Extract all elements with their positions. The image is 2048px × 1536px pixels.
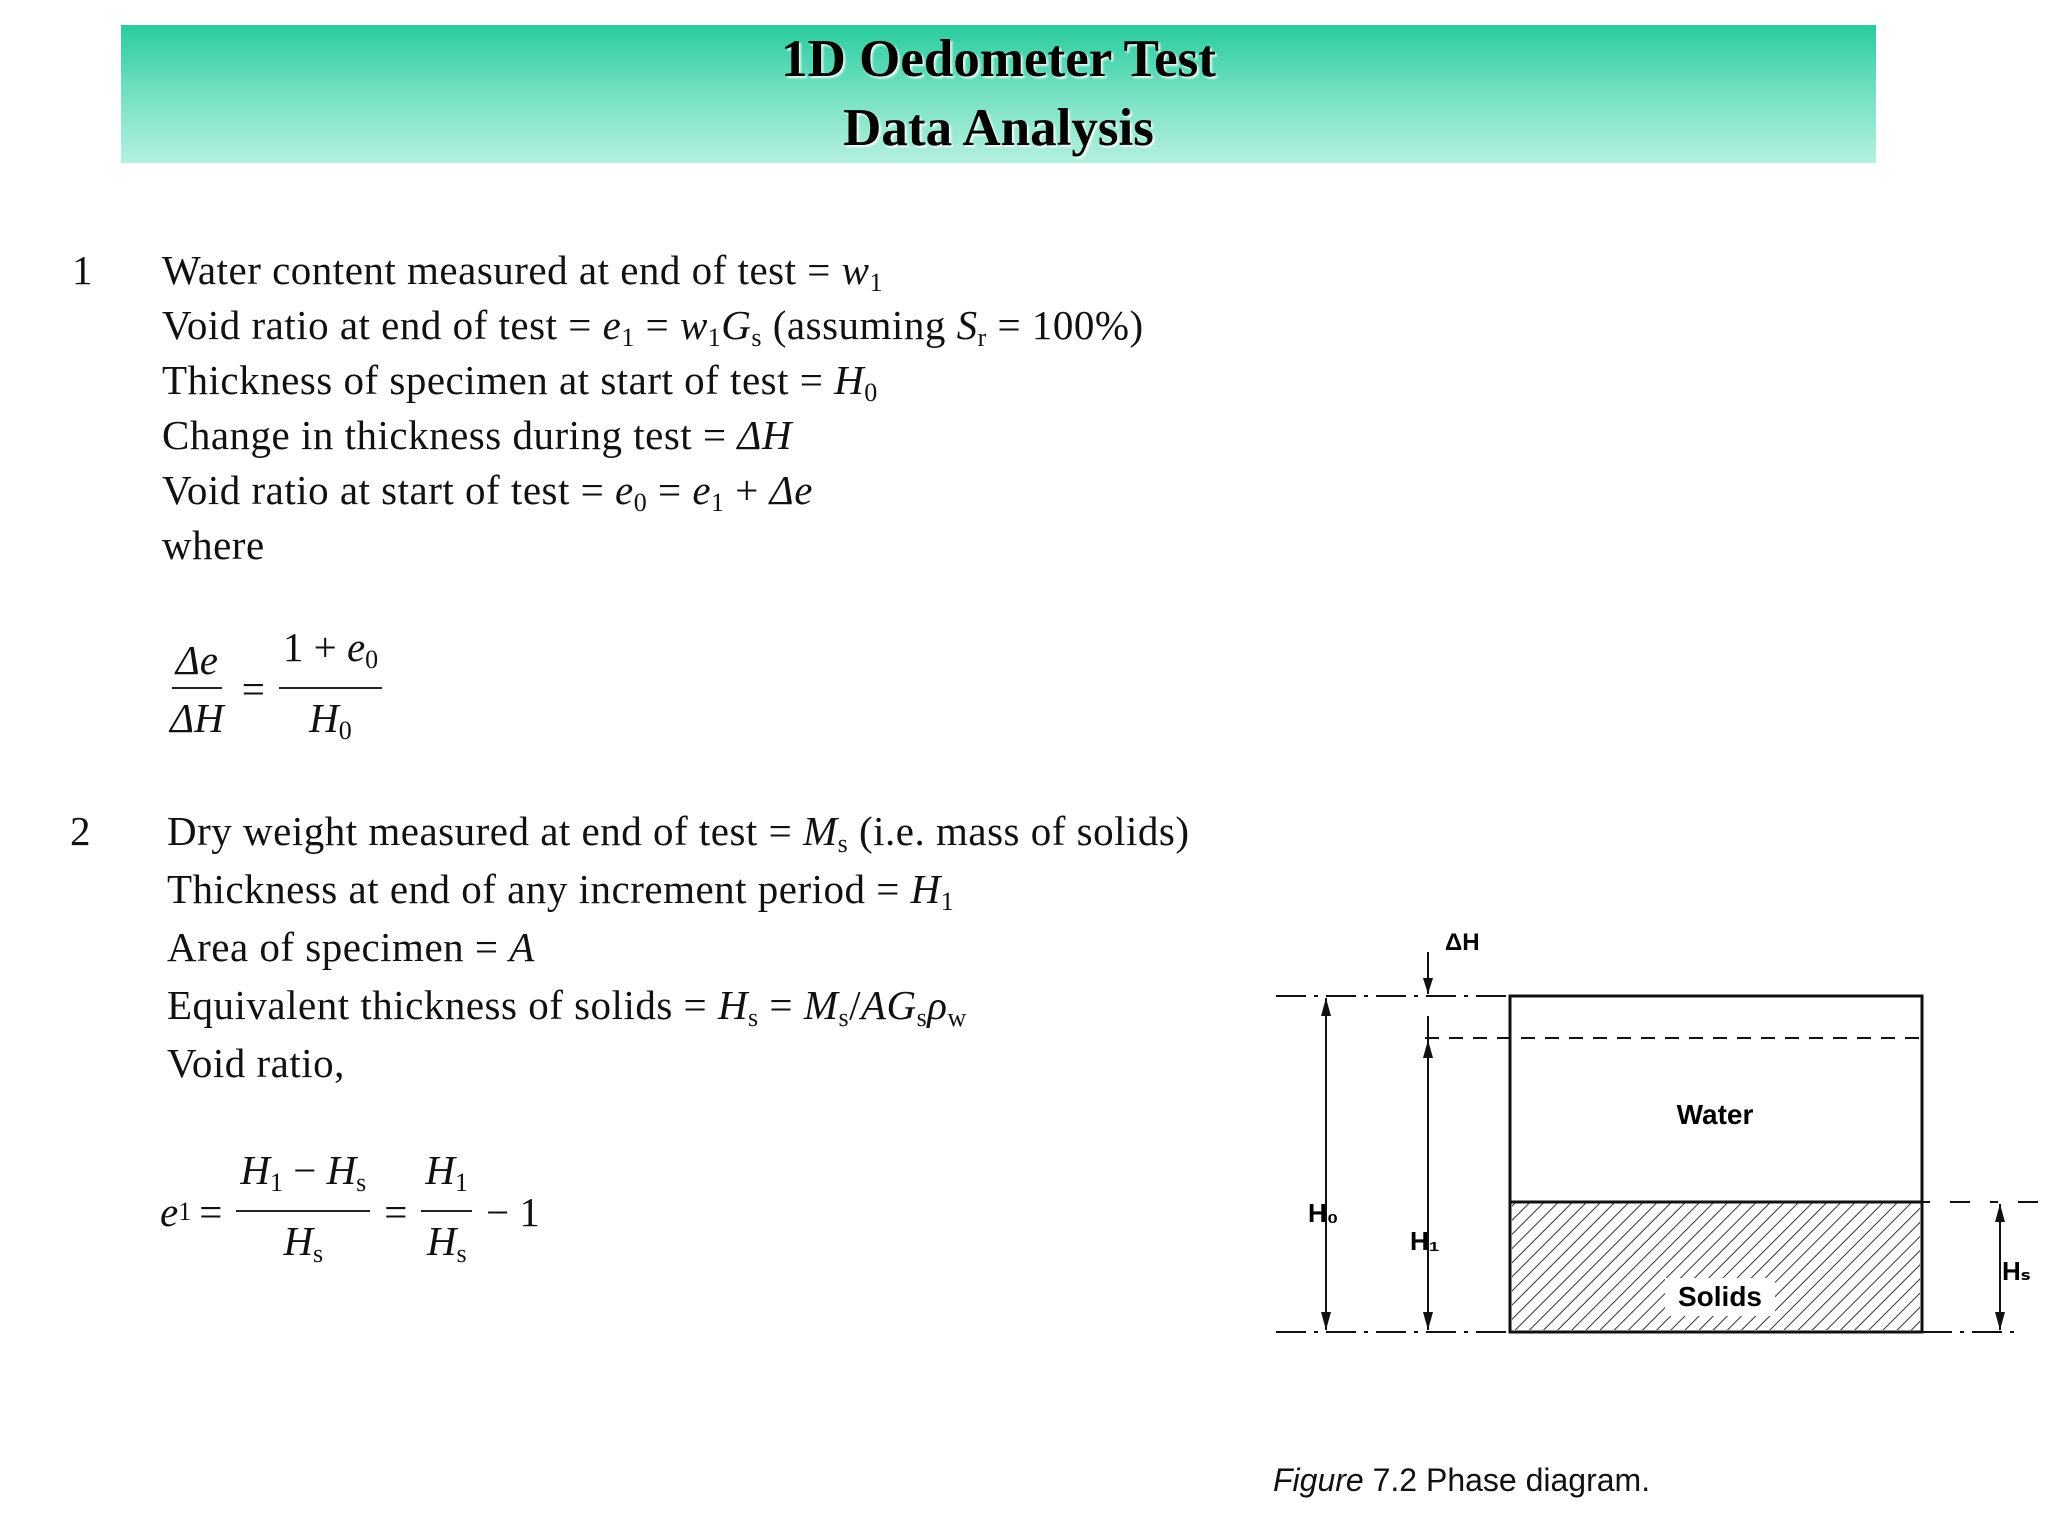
s2-area-line: Area of specimen = A [167, 924, 535, 970]
s1-frac-right: $\frac{1 + e_0}{H_0}$ [279, 622, 382, 756]
phase-diagram [1260, 920, 2048, 1440]
hs-arrow-down [1995, 1312, 2005, 1330]
figure-caption: Figure 7.2 Phase diagram. [1273, 1462, 1651, 1498]
slide-title: 1D Oedometer Test [781, 30, 1216, 88]
s1-formula: $\frac{\Delta e}{\Delta H}$ = $\frac{1 + e_0}{H_0}$ [160, 622, 388, 756]
title-banner [121, 25, 1876, 163]
solids-label: Solids [1677, 1281, 1763, 1312]
section-1-number: 1 [72, 247, 93, 293]
h0-label: H₀ [1308, 1198, 1339, 1228]
h0-arrow-up [1321, 998, 1331, 1016]
hs-label: Hₛ [2002, 1256, 2031, 1286]
s2-thickness-increment-line: Thickness at end of any increment period = $H_1$ [167, 866, 955, 916]
hs-arrow-up [1995, 1204, 2005, 1222]
section-2-number: 2 [70, 808, 91, 854]
s2-frac-2: $\frac{H_1}{H_s}$ [421, 1145, 472, 1279]
s1-where-line: where [162, 522, 265, 568]
s2-equivalent-thickness-line: Equivalent thickness of solids = $H_s = M_s/AG_s\rho_w$ [167, 982, 967, 1032]
water-label: Water [1676, 1099, 1754, 1130]
s1-frac-left: $\frac{\Delta e}{\Delta H}$ [170, 637, 224, 741]
s1-change-thickness-line: Change in thickness during test = ΔH [162, 412, 793, 458]
s2-frac-1: $\frac{H_1 - H_s}{H_s}$ [236, 1145, 370, 1279]
s1-void-ratio-start-line: Void ratio at start of test = $e_0 = e_1 + \Delta e$ [162, 467, 813, 517]
dh-arrow-head [1423, 978, 1433, 994]
dh-label: ΔH [1445, 929, 1480, 956]
h1-arrow-up [1423, 1040, 1433, 1058]
s1-thickness-start-line: Thickness of specimen at start of test = $H_0$ [162, 357, 878, 407]
s1-void-ratio-end-line: Void ratio at end of test = $e_1 = w_1G_s$ (assuming $S_r = 100\%$) [162, 302, 1144, 352]
s1-water-content-line: Water content measured at end of test = $w_1$ [162, 247, 883, 297]
h1-arrow-down [1423, 1312, 1433, 1330]
s2-formula: e 1 = $\frac{H_1 - H_s}{H_s}$ = $\frac{H_1}{H_s}$ − 1 [160, 1145, 548, 1279]
slide-subtitle: Data Analysis [843, 99, 1154, 157]
s2-void-ratio-line: Void ratio, [167, 1040, 345, 1086]
h0-arrow-down [1321, 1312, 1331, 1330]
h1-label: H₁ [1410, 1226, 1440, 1256]
s2-dry-weight-line: Dry weight measured at end of test = $M_s$ (i.e. mass of solids) [167, 808, 1190, 858]
